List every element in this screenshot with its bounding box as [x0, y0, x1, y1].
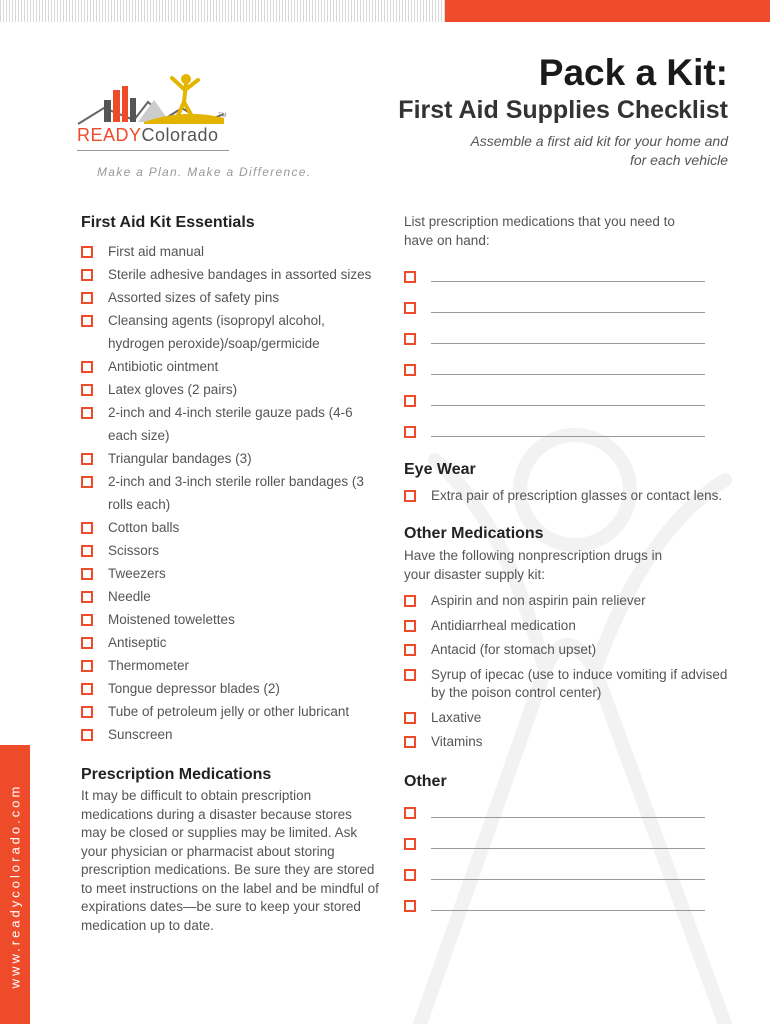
item-label: Vitamins: [431, 734, 483, 749]
prescription-entry: [404, 416, 739, 447]
checkbox[interactable]: [81, 522, 93, 534]
prescription-entry: [404, 385, 739, 416]
checklist-item: [81, 378, 381, 401]
header-stripe: [0, 0, 445, 22]
checkbox[interactable]: [404, 620, 416, 632]
brand-wordmark: [77, 125, 219, 146]
checkbox[interactable]: [81, 637, 93, 649]
write-in-line[interactable]: [431, 311, 705, 313]
item-label: Tongue depressor blades (2): [108, 681, 280, 696]
other-entry: [404, 860, 739, 891]
checkbox[interactable]: [404, 302, 416, 314]
item-label: Antacid (for stomach upset): [431, 642, 597, 657]
item-label: Aspirin and non aspirin pain reliever: [431, 593, 646, 608]
right-column: [404, 213, 739, 922]
item-label: Tube of petroleum jelly or other lubricant: [108, 704, 350, 719]
write-in-line[interactable]: [431, 342, 705, 344]
write-in-line[interactable]: [431, 373, 705, 375]
write-in-line[interactable]: [431, 909, 705, 911]
checkbox[interactable]: [81, 545, 93, 557]
write-in-line[interactable]: [431, 816, 705, 818]
checklist-item: [81, 263, 381, 286]
checkbox[interactable]: [404, 712, 416, 724]
checklist-item: [81, 562, 381, 585]
item-label: Syrup of ipecac (use to induce vomiting if advised by the poison control center): [431, 666, 728, 700]
checkbox[interactable]: [404, 364, 416, 376]
checkbox[interactable]: [81, 614, 93, 626]
checkbox[interactable]: [81, 384, 93, 396]
checklist-item: [81, 240, 381, 263]
prescription-list-prompt: List prescription medications that you need to have on hand:: [404, 214, 675, 248]
item-label: Cotton balls: [108, 520, 180, 535]
intro-text: Assemble a first aid kit for your home and for each vehicle: [470, 133, 728, 168]
item-label: Triangular bandages (3): [108, 451, 252, 466]
item-label: Thermometer: [108, 658, 190, 673]
checkbox[interactable]: [404, 838, 416, 850]
checkbox[interactable]: [404, 395, 416, 407]
brand-name-part1: READY: [77, 125, 142, 145]
checklist-item: [81, 654, 381, 677]
checkbox[interactable]: [81, 476, 93, 488]
checkbox[interactable]: [81, 660, 93, 672]
write-in-line[interactable]: [431, 280, 705, 282]
item-label: Assorted sizes of safety pins: [108, 290, 280, 305]
checkbox[interactable]: [81, 269, 93, 281]
checklist-item: [404, 641, 739, 660]
item-label: Sunscreen: [108, 727, 173, 742]
checklist-item: [404, 617, 739, 636]
checkbox[interactable]: [81, 453, 93, 465]
checkbox[interactable]: [81, 315, 93, 327]
checklist-item: [81, 401, 381, 447]
checkbox[interactable]: [81, 683, 93, 695]
brand-name-part2: Colorado: [141, 125, 219, 145]
trademark-mark: TM: [218, 113, 227, 119]
item-label: Needle: [108, 589, 151, 604]
other-entry: [404, 798, 739, 829]
write-in-line[interactable]: [431, 878, 705, 880]
other-medications-heading: Other Medications: [404, 525, 544, 542]
other-entry: [404, 891, 739, 922]
checkbox[interactable]: [81, 407, 93, 419]
essentials-heading: First Aid Kit Essentials: [81, 214, 255, 231]
checklist-item: [81, 677, 381, 700]
item-label: Tweezers: [108, 566, 166, 581]
header-accent-bar: [445, 0, 770, 22]
write-in-line[interactable]: [431, 847, 705, 849]
checklist-item: [81, 309, 381, 355]
prescription-entry: [404, 292, 739, 323]
item-label: Antidiarrheal medication: [431, 617, 576, 633]
left-column: [81, 213, 381, 935]
checkbox[interactable]: [81, 361, 93, 373]
prescription-text: It may be difficult to obtain prescription medications during a disaster because stores may be closed or supplies may be limited. Ask your physician or pharmacist about storing prescription medications. Be sure they are stored to meet instructions on the label and be mindful of expirations dates—be sure to keep your stored medication up to date.: [81, 788, 379, 933]
checklist-item: [81, 516, 381, 539]
item-label: Sterile adhesive bandages in assorted sizes: [108, 267, 372, 282]
checkbox[interactable]: [81, 292, 93, 304]
checklist-item: [404, 666, 739, 703]
checklist-item: [81, 355, 381, 378]
checkbox[interactable]: [404, 333, 416, 345]
checkbox[interactable]: [81, 568, 93, 580]
brand-tagline: Make a Plan. Make a Difference.: [97, 165, 312, 179]
prescription-entry: [404, 261, 739, 292]
item-label: Cleansing agents (isopropyl alcohol, hydrogen peroxide)/soap/germicide: [108, 313, 325, 351]
checkbox[interactable]: [404, 736, 416, 748]
checklist-item: [81, 608, 381, 631]
item-label: Extra pair of prescription glasses or contact lens.: [431, 488, 723, 503]
checklist-item: [81, 539, 381, 562]
page-title: Pack a Kit:: [538, 52, 728, 93]
checkbox[interactable]: [81, 706, 93, 718]
checkbox[interactable]: [404, 807, 416, 819]
logo-divider: [77, 150, 229, 151]
checklist-item: [81, 700, 381, 723]
checklist-item: [81, 447, 381, 470]
item-label: First aid manual: [108, 244, 205, 259]
other-medications-intro: Have the following nonprescription drugs in your disaster supply kit:: [404, 548, 663, 582]
page-subtitle: First Aid Supplies Checklist: [398, 96, 728, 124]
item-label: Latex gloves (2 pairs): [108, 382, 238, 397]
essentials-list: [81, 240, 381, 746]
item-label: 2-inch and 3-inch sterile roller bandages (3 rolls each): [108, 474, 364, 512]
checklist-item: [81, 470, 381, 516]
write-in-line[interactable]: [431, 435, 705, 437]
item-label: 2-inch and 4-inch sterile gauze pads (4-6 each size): [108, 405, 353, 443]
checklist-item: [404, 733, 739, 752]
checklist-item: [81, 631, 381, 654]
checkbox[interactable]: [81, 246, 93, 258]
checkbox[interactable]: [404, 669, 416, 681]
website-url: www.readycolorado.com: [7, 783, 23, 989]
checkbox[interactable]: [81, 591, 93, 603]
prescription-entry-list: [404, 261, 739, 447]
checklist-item: [81, 723, 381, 746]
checkbox[interactable]: [404, 490, 416, 502]
prescription-entry: [404, 354, 739, 385]
item-label: Antibiotic ointment: [108, 359, 219, 374]
item-label: Moistened towelettes: [108, 612, 235, 627]
checkbox[interactable]: [81, 729, 93, 741]
item-label: Laxative: [431, 709, 482, 725]
checkbox[interactable]: [404, 644, 416, 656]
write-in-line[interactable]: [431, 404, 705, 406]
checkbox[interactable]: [404, 900, 416, 912]
prescription-heading: Prescription Medications: [81, 766, 272, 783]
checklist-item: [81, 585, 381, 608]
checklist-item: [404, 709, 739, 728]
item-label: Scissors: [108, 543, 160, 558]
checkbox[interactable]: [404, 271, 416, 283]
checkbox[interactable]: [404, 426, 416, 438]
other-medications-list: [404, 592, 739, 752]
item-label: Antiseptic: [108, 635, 167, 650]
eyewear-heading: Eye Wear: [404, 461, 476, 478]
checkbox[interactable]: [404, 869, 416, 881]
other-entry-list: [404, 798, 739, 922]
other-heading: Other: [404, 772, 447, 790]
prescription-entry: [404, 323, 739, 354]
checklist-item: [404, 592, 739, 611]
checkbox[interactable]: [404, 595, 416, 607]
checklist-item: [81, 286, 381, 309]
other-entry: [404, 829, 739, 860]
checklist-item: [404, 484, 739, 507]
